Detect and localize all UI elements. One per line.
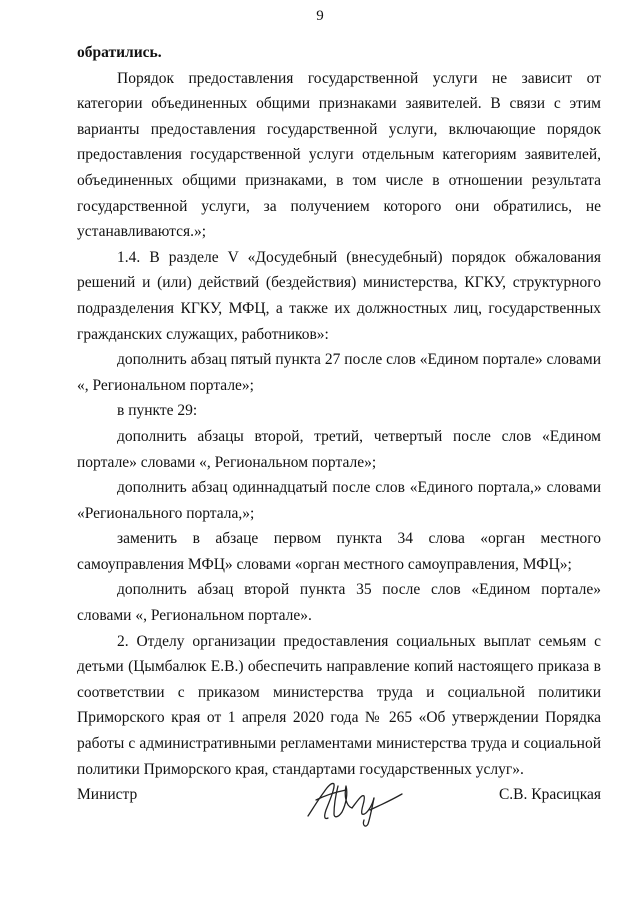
- paragraph-procedure: Порядок предоставления государственной услуги не зависит от категории объединенных общими признаками заявителей. В связи с этим варианты предоставления государственной услуги, включающие порядок предоставления государственной услуги отдельным категориям заявителей, объединенных общими признаками, в том числе в отношении результата государственной услуги, за получением которого они обратились, не устанавливаются.»;: [77, 69, 601, 241]
- paragraph-item-29-paras: дополнить абзацы второй, третий, четвертый после слов «Едином портале» словами «, Региональном портале»;: [77, 427, 601, 471]
- signatory-name: С.В. Красицкая: [498, 786, 601, 803]
- paragraph-item-27: дополнить абзац пятый пункта 27 после слов «Едином портале» словами «, Региональном портале»;: [77, 351, 601, 394]
- paragraph-department-order: 2. Отделу организации предоставления социальных выплат семьям с детьми (Цымбалюк Е.В.) обеспечить направление копий настоящего приказа в соответствии с приказом министерства труда и социальной политики Приморского края от 1 апреля 2020 года № 265 «Об утверждении Порядка работы с административными регламентами министерства труда и социальной политики Приморского края, стандартами государственных услуг».: [77, 632, 601, 778]
- paragraph-item-35: дополнить абзац второй пункта 35 после слов «Едином портале» словами «, Региональном портале».: [77, 581, 601, 625]
- document-body: [77, 40, 601, 782]
- signatory-role: Министр: [77, 786, 138, 803]
- paragraph-section-v: 1.4. В разделе V «Досудебный (внесудебный) порядок обжалования решений и (или) действий (бездействия) министерства, КГКУ, структурного подразделения КГКУ, МФЦ, а также их должностных лиц, государственных гражданских служащих, работников»:: [77, 248, 601, 343]
- signature-block: [77, 770, 601, 830]
- paragraph-item-29-eleventh: дополнить абзац одиннадцатый после слов «Единого портала,» словами «Регионального портала,»;: [77, 479, 601, 522]
- paragraph-item-29: в пункте 29:: [117, 402, 198, 420]
- paragraph-item-34: заменить в абзаце первом пункта 34 слова «орган местного самоуправления МФЦ» словами «орган местного самоуправления, МФЦ»;: [77, 530, 601, 573]
- handwritten-signature: [302, 770, 412, 828]
- paragraph-continuation: обратились.: [77, 44, 162, 61]
- page-number: 9: [316, 8, 324, 24]
